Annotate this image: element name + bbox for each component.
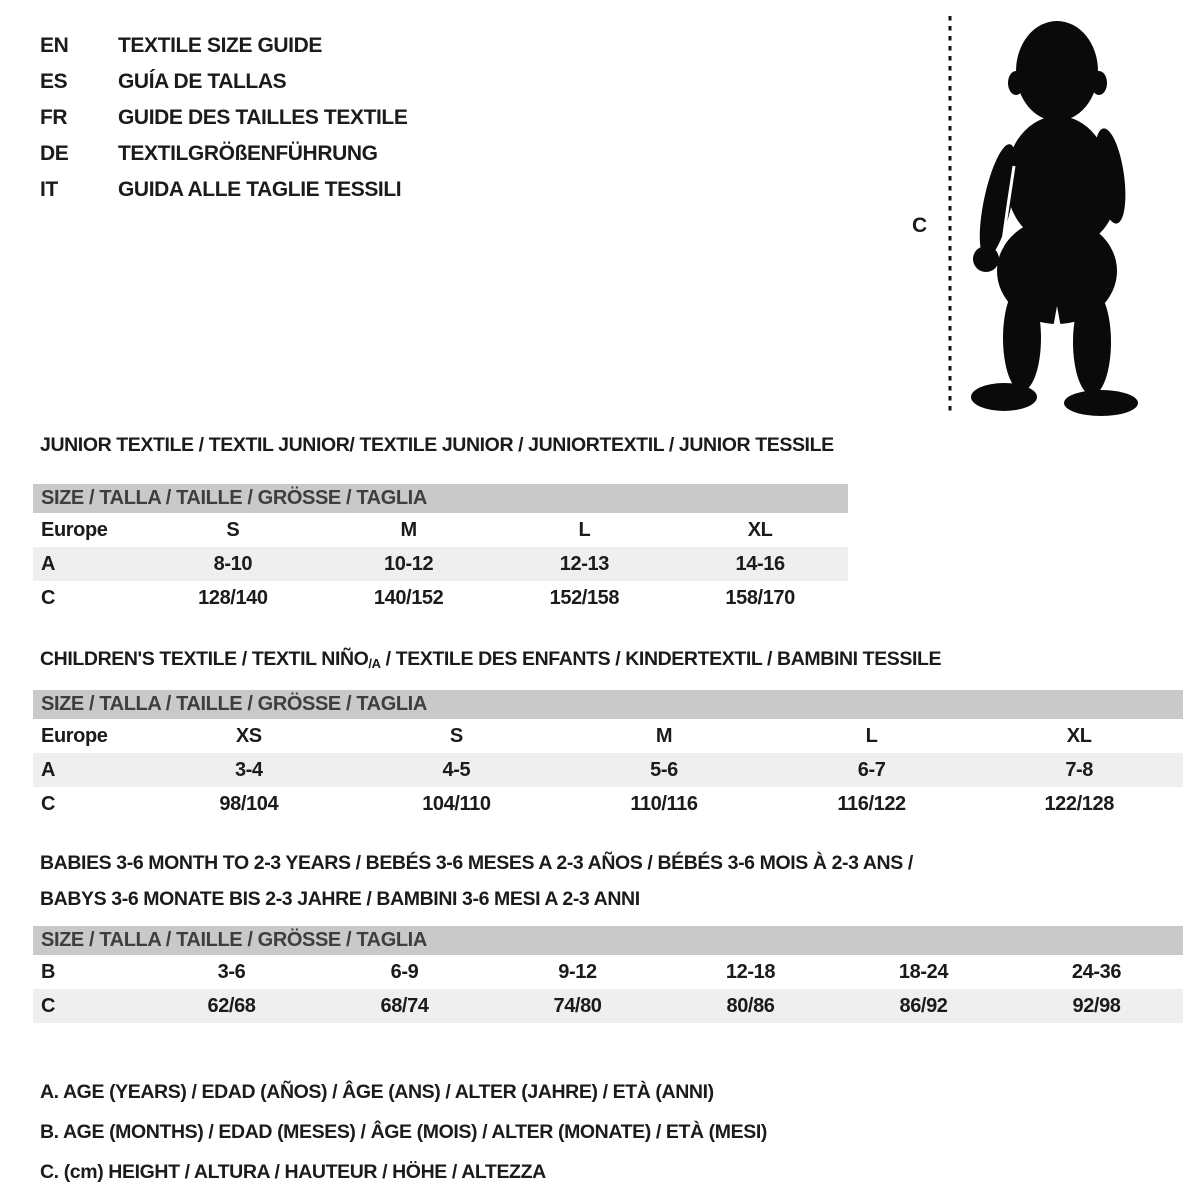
lang-title: GUÍA DE TALLAS <box>118 70 287 93</box>
toddler-silhouette-figure <box>905 8 1150 420</box>
size-header-label: SIZE / TALLA / TAILLE / GRÖSSE / TAGLIA <box>33 484 848 513</box>
size-header-row <box>33 484 848 513</box>
months-cell: 6-9 <box>390 960 419 983</box>
row-label: Europe <box>41 724 108 747</box>
months-cell: 24-36 <box>1071 960 1122 983</box>
children-size-table <box>33 690 1183 821</box>
left-hand <box>973 246 999 272</box>
height-cell: 158/170 <box>725 586 795 609</box>
months-cell: 3-6 <box>217 960 246 983</box>
age-cell: 12-13 <box>497 547 673 581</box>
size-cell: XL <box>1066 724 1092 747</box>
row-label: B <box>41 960 56 983</box>
height-cell: 80/86 <box>664 989 837 1023</box>
legend-line-c: C. (cm) HEIGHT / ALTURA / HAUTEUR / HÖHE / ALTEZZA <box>40 1160 546 1183</box>
lang-row-en <box>40 28 407 64</box>
height-cell: 104/110 <box>422 792 491 815</box>
right-foot <box>1064 390 1138 416</box>
junior-section-heading: JUNIOR TEXTILE / TEXTIL JUNIOR/ TEXTILE JUNIOR / JUNIORTEXTIL / JUNIOR TESSILE <box>40 434 834 456</box>
table-row-europe <box>33 513 848 547</box>
babies-size-table <box>33 926 1183 1023</box>
lang-title: TEXTILE SIZE GUIDE <box>118 34 322 57</box>
table-row-age <box>33 753 1183 787</box>
age-cell: 7-8 <box>975 753 1183 787</box>
children-heading-suffix: / TEXTILE DES ENFANTS / KINDERTEXTIL / BAMBINI TESSILE <box>380 648 942 670</box>
size-cell: S <box>226 518 240 541</box>
height-cell: 122/128 <box>1044 792 1114 815</box>
table-row-height <box>33 581 848 615</box>
lang-row-it <box>40 172 407 208</box>
size-cell: XL <box>747 518 773 541</box>
months-cell: 9-12 <box>558 960 597 983</box>
height-cell: 62/68 <box>145 989 318 1023</box>
lang-title: TEXTILGRÖßENFÜHRUNG <box>118 142 378 165</box>
row-label: C <box>33 989 145 1023</box>
lang-row-fr <box>40 100 407 136</box>
size-header-row <box>33 926 1183 955</box>
table-row-age <box>33 547 848 581</box>
right-leg <box>1073 289 1111 395</box>
lang-code: ES <box>40 70 68 93</box>
age-cell: 5-6 <box>560 753 768 787</box>
size-header-label: SIZE / TALLA / TAILLE / GRÖSSE / TAGLIA <box>33 926 1183 955</box>
size-cell: XS <box>235 724 262 747</box>
babies-section-heading-line2: BABYS 3-6 MONATE BIS 2-3 JAHRE / BAMBINI 3-6 MESI A 2-3 ANNI <box>40 888 640 910</box>
height-cell: 128/140 <box>198 586 268 609</box>
head <box>1016 21 1098 121</box>
row-label: Europe <box>41 518 108 541</box>
months-cell: 12-18 <box>725 960 776 983</box>
lang-code: EN <box>40 34 69 57</box>
left-leg <box>1003 285 1041 391</box>
measure-legend <box>40 1072 767 1192</box>
height-cell: 74/80 <box>491 989 664 1023</box>
language-title-list <box>40 28 407 208</box>
row-label: A <box>33 547 145 581</box>
lang-code: IT <box>40 178 58 201</box>
row-label: C <box>41 586 56 609</box>
table-row-months <box>33 955 1183 989</box>
children-heading-prefix: CHILDREN'S TEXTILE / TEXTIL NIÑO <box>40 648 369 670</box>
height-cell: 86/92 <box>837 989 1010 1023</box>
lang-title: GUIDE DES TAILLES TEXTILE <box>118 106 408 129</box>
age-cell: 8-10 <box>145 547 321 581</box>
children-heading-sub: /A <box>368 656 381 671</box>
height-cell: 92/98 <box>1010 989 1183 1023</box>
lang-title: GUIDA ALLE TAGLIE TESSILI <box>118 178 402 201</box>
height-measure-label: C <box>912 214 928 237</box>
age-cell: 4-5 <box>353 753 561 787</box>
months-cell: 18-24 <box>898 960 949 983</box>
table-row-height <box>33 989 1183 1023</box>
size-cell: L <box>578 518 591 541</box>
age-cell: 3-4 <box>145 753 353 787</box>
legend-line-a: A. AGE (YEARS) / EDAD (AÑOS) / ÂGE (ANS) / ALTER (JAHRE) / ETÀ (ANNI) <box>40 1080 714 1103</box>
lang-code: DE <box>40 142 69 165</box>
babies-section-heading-line1: BABIES 3-6 MONTH TO 2-3 YEARS / BEBÉS 3-6 MESES A 2-3 AÑOS / BÉBÉS 3-6 MOIS À 2-3 ANS / <box>40 852 913 874</box>
height-cell: 140/152 <box>373 586 444 609</box>
left-foot <box>971 383 1037 411</box>
height-cell: 68/74 <box>318 989 491 1023</box>
lang-row-de <box>40 136 407 172</box>
children-section-heading <box>40 648 941 671</box>
row-label: C <box>41 792 56 815</box>
size-cell: M <box>655 724 673 747</box>
age-cell: 10-12 <box>321 547 497 581</box>
row-label: A <box>33 753 145 787</box>
size-cell: S <box>449 724 463 747</box>
age-cell: 6-7 <box>768 753 976 787</box>
child-silhouette <box>971 21 1138 416</box>
size-header-label: SIZE / TALLA / TAILLE / GRÖSSE / TAGLIA <box>33 690 1183 719</box>
legend-line-b: B. AGE (MONTHS) / EDAD (MESES) / ÂGE (MOIS) / ALTER (MONATE) / ETÀ (MESI) <box>40 1120 767 1143</box>
height-cell: 110/116 <box>630 792 698 815</box>
height-cell: 116/122 <box>837 792 906 815</box>
lang-row-es <box>40 64 407 100</box>
table-row-height <box>33 787 1183 821</box>
junior-size-table <box>33 484 848 615</box>
height-cell: 98/104 <box>219 792 279 815</box>
lang-code: FR <box>40 106 68 129</box>
size-cell: M <box>400 518 417 541</box>
height-cell: 152/158 <box>549 586 620 609</box>
age-cell: 14-16 <box>672 547 848 581</box>
size-cell: L <box>865 724 878 747</box>
table-row-europe <box>33 719 1183 753</box>
size-header-row <box>33 690 1183 719</box>
